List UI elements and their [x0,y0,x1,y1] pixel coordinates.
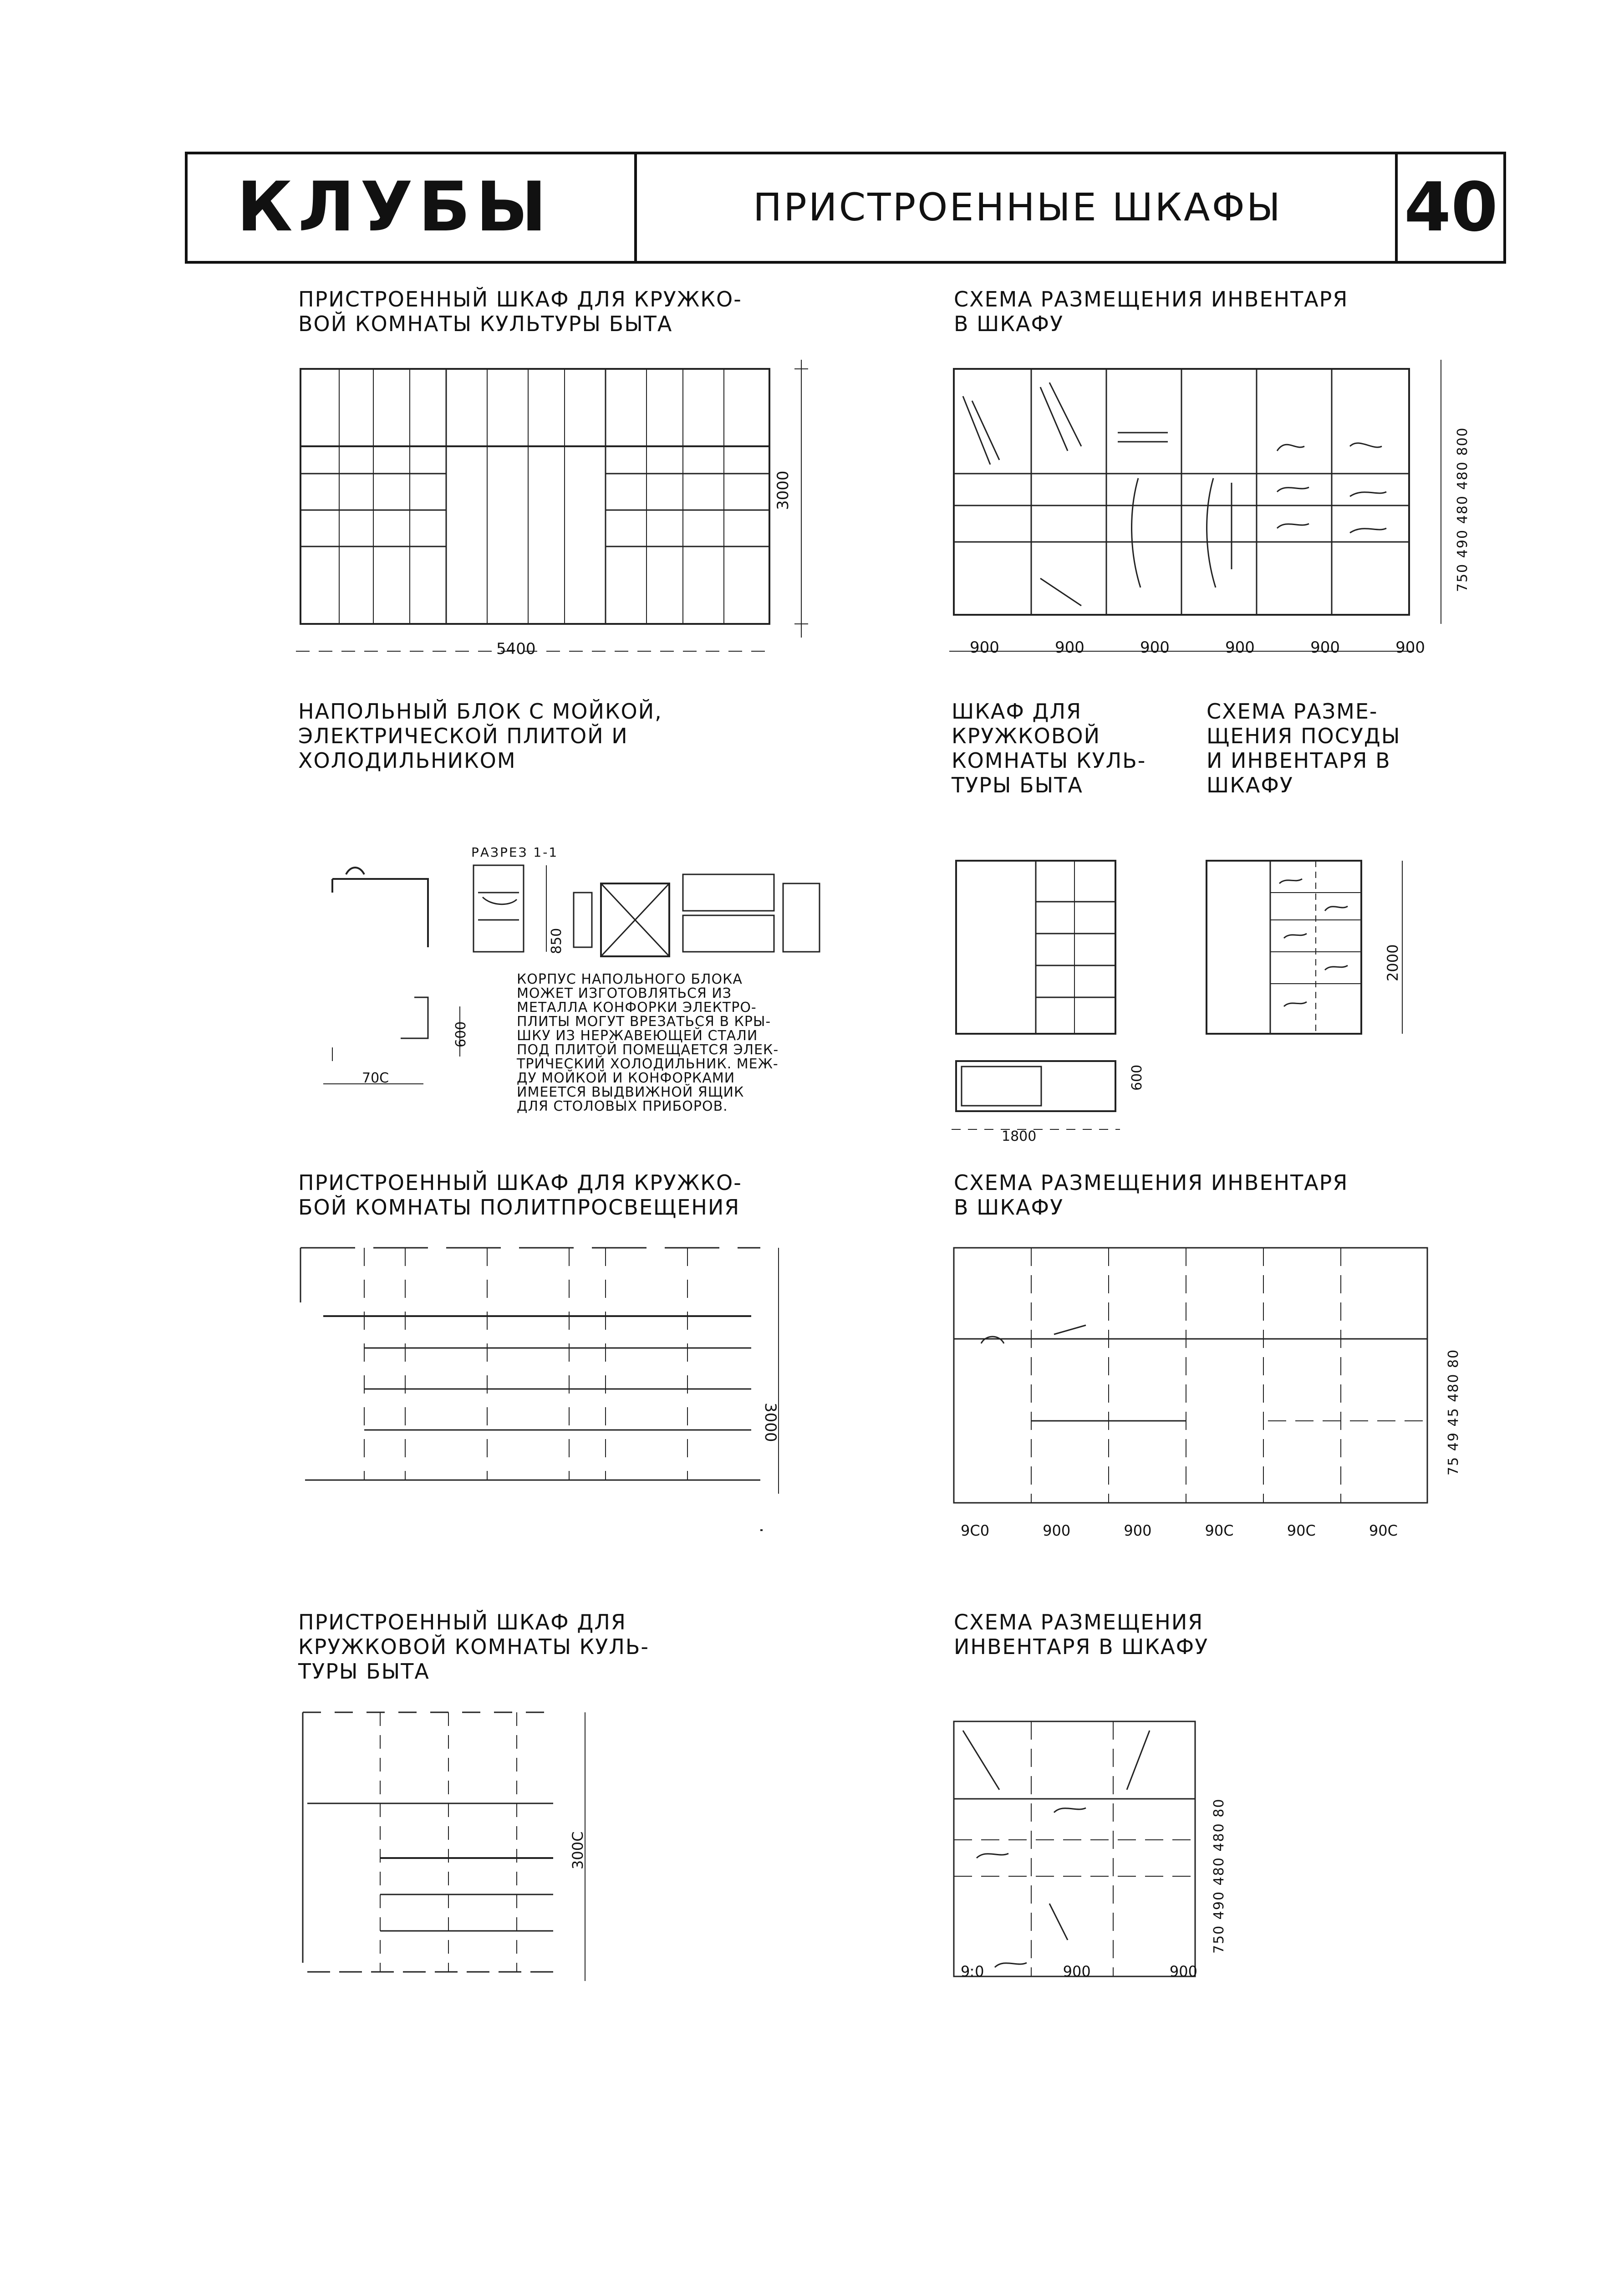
dimension-label: 3000 [774,470,792,510]
panel-caption: СХЕМА РАЗМЕЩЕНИЯ ИНВЕНТАРЯ В ШКАФУ [954,287,1349,336]
dimension-label: 49 [1446,1432,1461,1451]
page-number: 40 [1404,168,1498,246]
dimension-label: 480 [1455,495,1471,524]
dimension-row [970,638,1425,657]
dimension-label: 850 [549,928,565,954]
dimension-label: 90С [1205,1522,1234,1539]
dimension-label: 480 [1446,1373,1461,1402]
dimension-label: 490 [1455,529,1471,558]
panel-caption: СХЕМА РАЗМЕЩЕНИЯ ИНВЕНТАРЯ В ШКАФУ [954,1170,1349,1220]
dimension-label: 600 [1129,1064,1145,1091]
dimension-label: 900 [1063,1963,1091,1980]
dimension-label: 90С [1287,1522,1316,1539]
panel-caption: СХЕМА РАЗМЕЩЕНИЯ ИНВЕНТАРЯ В ШКАФУ [954,1610,1209,1659]
dimension-label: 600 [453,1021,469,1047]
height-dimensions [1211,1798,1227,1954]
dimension-row [961,1963,1197,1980]
dimension-label: 90С [1369,1522,1398,1539]
dimension-label: 300С [569,1831,586,1869]
section-title: КЛУБЫ [237,168,552,247]
dimension-label: 5400 [496,640,536,658]
section-label: РАЗРЕЗ 1-1 [471,845,559,860]
page-title: ПРИСТРОЕННЫЕ ШКАФЫ [753,185,1283,230]
small-cabinet-drawing [952,856,1134,1166]
dimension-label: 490 [1211,1890,1227,1920]
dimension-label: 480 [1455,461,1471,490]
dimension-label: 750 [1211,1925,1227,1954]
dimension-label: 80 [1446,1348,1461,1368]
dimension-label: 2000 [1384,944,1401,981]
dimension-label: 900 [1169,1963,1197,1980]
dimension-label: 900 [1310,638,1340,657]
dimension-label: 900 [970,638,999,657]
dimension-label: 900 [1055,638,1084,657]
dimension-label: 480 [1211,1823,1227,1852]
header-divider [634,152,637,264]
dimension-label: 9ː0 [961,1963,984,1980]
panel-caption: НАПОЛЬНЫЙ БЛОК С МОЙКОЙ, ЭЛЕКТРИЧЕСКОЙ ПЛИТОЙ И ХОЛОДИЛЬНИКОМ [298,699,662,773]
dimension-label: 900 [1225,638,1255,657]
dimension-row [961,1522,1398,1539]
cabinet-elevation-drawing [291,355,838,674]
dimension-label: 900 [1140,638,1170,657]
dimension-label: 9С0 [961,1522,990,1539]
dimension-label: 3000 [761,1403,779,1442]
inventory-layout-drawing [949,1712,1222,1999]
dimension-label: 900 [1043,1522,1071,1539]
header-divider [1395,152,1398,264]
dimension-label: 480 [1211,1857,1227,1886]
cabinet-elevation-drawing [296,1239,820,1548]
panel-caption: ПРИСТРОЕННЫЙ ШКАФ ДЛЯ КРУЖКО- ВОЙ КОМНАТЫ КУЛЬТУРЫ БЫТА [298,287,742,336]
panel-caption: ПРИСТРОЕННЫЙ ШКАФ ДЛЯ КРУЖКО- БОЙ КОМНАТЫ ПОЛИТПРОСВЕЩЕНИЯ [298,1170,742,1220]
dimension-label: 750 [1455,563,1471,592]
panel-caption: ШКАФ ДЛЯ КРУЖКОВОЙ КОМНАТЫ КУЛЬ- ТУРЫ БЫТА [952,699,1146,797]
height-dimensions [1446,1349,1461,1475]
dimension-label: 45 [1446,1407,1461,1427]
dimension-label: 900 [1395,638,1425,657]
inventory-layout-drawing [949,360,1450,669]
dimension-label: 75 [1446,1456,1461,1475]
dimension-label: 800 [1455,427,1471,456]
inventory-layout-drawing [949,1239,1450,1557]
dimension-label: 1800 [1002,1128,1037,1144]
panel-caption: ПРИСТРОЕННЫЙ ШКАФ ДЛЯ КРУЖКОВОЙ КОМНАТЫ КУЛЬ- ТУРЫ БЫТА [298,1610,649,1684]
dimension-label: 80 [1211,1798,1227,1818]
note-text: КОРПУС НАПОЛЬНОГО БЛОКА МОЖЕТ ИЗГОТОВЛЯТЬСЯ ИЗ МЕТАЛЛА КОНФОРКИ ЭЛЕКТРО- ПЛИТЫ МОГУТ ВРЕЗАТЬСЯ В КРЫ- ШКУ ИЗ НЕРЖАВЕЮЩЕЙ СТАЛИ ПОД ПЛИТОЙ ПОМЕЩАЕТСЯ ЭЛЕК- ТРИЧЕСКИЙ ХОЛОДИЛЬНИК. МЕЖ- ДУ МОЙКОЙ И КОНФОРКАМИ ИМЕЕТСЯ ВЫДВИЖНОЙ ЯЩИК ДЛЯ СТОЛОВЫХ ПРИБОРОВ. [517,971,779,1114]
dimension-label: 900 [1124,1522,1152,1539]
panel-caption: СХЕМА РАЗМЕ- ЩЕНИЯ ПОСУДЫ И ИНВЕНТАРЯ В ШКАФУ [1207,699,1401,797]
height-dimensions [1455,427,1471,592]
dimension-label: 70С [362,1070,389,1086]
